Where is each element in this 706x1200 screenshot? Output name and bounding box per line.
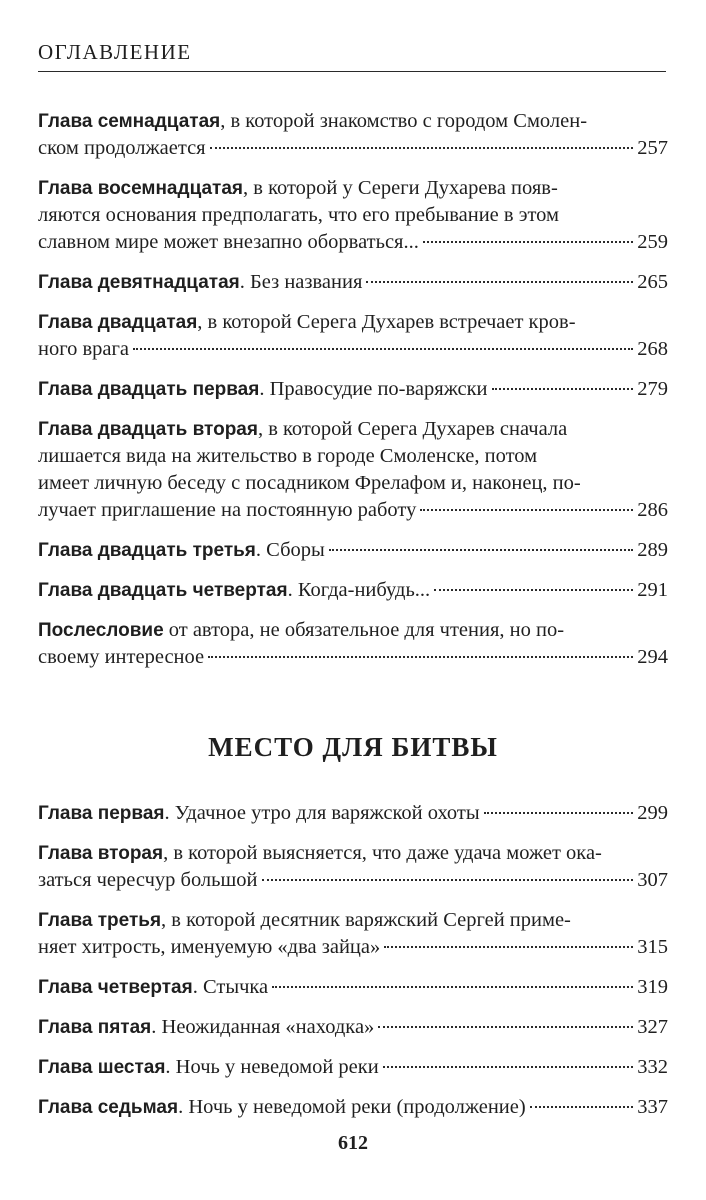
toc-entry-heading: Глава третья xyxy=(38,910,162,931)
toc-entry-last-line xyxy=(38,135,668,162)
toc-entry-text: , в которой выясняется, что даже удача может ока- xyxy=(163,842,602,864)
toc-page-number: 337 xyxy=(637,1096,668,1118)
dot-leader xyxy=(133,347,633,350)
toc-page-number: 315 xyxy=(637,936,668,958)
toc-entry-text: ляются основания предполагать, что его пребывание в этом xyxy=(38,204,560,226)
toc-entry-text-wrap xyxy=(38,1094,526,1121)
toc-entry-text: имеет личную беседу с посадником Фрелафом и, наконец, по- xyxy=(38,472,581,494)
toc-page-number: 268 xyxy=(637,338,668,360)
toc-page-number: 265 xyxy=(637,271,668,293)
dot-leader xyxy=(434,588,633,591)
toc-entry-last-line xyxy=(38,229,668,256)
toc-entry-line xyxy=(38,617,668,644)
toc-entry-last-line xyxy=(38,1014,668,1041)
toc-entry-text: лишается вида на жительство в городе Смоленске, потом xyxy=(38,445,538,467)
toc-entry-last-line xyxy=(38,269,668,296)
toc-entry xyxy=(38,800,668,827)
toc-entry-last-line xyxy=(38,497,668,524)
toc-entry-line xyxy=(38,416,668,443)
toc-entry-text-wrap xyxy=(38,1014,374,1041)
toc-entry-text: . Правосудие по-варяжски xyxy=(259,378,488,400)
toc-entry-heading: Глава двадцать вторая xyxy=(38,419,258,440)
toc-entry-text-wrap xyxy=(38,376,488,403)
toc-entry-last-line xyxy=(38,644,668,671)
toc-page-number: 279 xyxy=(637,378,668,400)
toc-entry-text: от автора, не обязательное для чтения, но по- xyxy=(163,619,565,641)
toc-page-number: 319 xyxy=(637,976,668,998)
toc-entry xyxy=(38,416,668,524)
toc-entry-line xyxy=(38,309,668,336)
table-of-contents-part2 xyxy=(38,800,668,1134)
toc-entry-last-line xyxy=(38,1054,668,1081)
dot-leader xyxy=(210,146,634,149)
toc-entry-last-line xyxy=(38,537,668,564)
toc-entry xyxy=(38,907,668,961)
dot-leader xyxy=(366,280,633,283)
toc-entry-text: , в которой у Сереги Духарева появ- xyxy=(243,177,558,199)
toc-entry xyxy=(38,577,668,604)
toc-entry-text: . Неожиданная «находка» xyxy=(151,1016,375,1038)
dot-leader xyxy=(208,655,633,658)
toc-entry-text: своему интересное xyxy=(38,646,205,668)
toc-entry xyxy=(38,175,668,256)
toc-entry-line xyxy=(38,202,668,229)
toc-entry xyxy=(38,1054,668,1081)
toc-entry-heading: Глава седьмая xyxy=(38,1097,179,1118)
dot-leader xyxy=(423,240,633,243)
toc-entry xyxy=(38,537,668,564)
toc-entry-last-line xyxy=(38,867,668,894)
toc-entry xyxy=(38,1014,668,1041)
toc-entry-text: . Сборы xyxy=(255,539,325,561)
toc-entry-text: , в которой Серега Духарев встречает кров- xyxy=(197,311,576,333)
toc-entry xyxy=(38,974,668,1001)
toc-entry xyxy=(38,108,668,162)
toc-entry-text-wrap xyxy=(38,974,268,1001)
dot-leader xyxy=(530,1105,634,1108)
toc-entry-last-line xyxy=(38,934,668,961)
dot-leader xyxy=(492,387,634,390)
toc-entry-line xyxy=(38,840,668,867)
toc-entry-heading: Глава двадцать четвертая xyxy=(38,580,288,601)
toc-entry-text: , в которой Серега Духарев сначала xyxy=(257,418,568,440)
toc-entry-text: . Ночь у неведомой реки (продолжение) xyxy=(178,1096,526,1118)
toc-entry-heading: Глава двадцатая xyxy=(38,312,198,333)
toc-entry-heading: Глава четвертая xyxy=(38,977,193,998)
toc-entry-heading: Глава пятая xyxy=(38,1017,152,1038)
toc-entry-text: . Стычка xyxy=(192,976,269,998)
toc-entry-last-line xyxy=(38,577,668,604)
toc-page-number: 327 xyxy=(637,1016,668,1038)
toc-entry-text: . Когда-нибудь... xyxy=(287,579,431,601)
running-header-title: ОГЛАВЛЕНИЕ xyxy=(38,40,192,64)
toc-entry-last-line xyxy=(38,376,668,403)
toc-entry-heading: Послесловие xyxy=(38,620,164,641)
toc-entry xyxy=(38,376,668,403)
dot-leader xyxy=(383,1065,634,1068)
toc-page-number: 294 xyxy=(637,646,668,668)
toc-entry-text-wrap xyxy=(38,537,325,564)
toc-entry-last-line xyxy=(38,1094,668,1121)
toc-entry-text: . Ночь у неведомой реки xyxy=(165,1056,379,1078)
toc-entry-heading: Глава первая xyxy=(38,803,165,824)
toc-entry-text: няет хитрость, именуемую «два зайца» xyxy=(38,936,381,958)
toc-entry xyxy=(38,840,668,894)
toc-entry-text: ском продолжается xyxy=(38,137,206,159)
dot-leader xyxy=(329,548,633,551)
toc-entry-text: заться чересчур большой xyxy=(38,869,258,891)
toc-entry xyxy=(38,617,668,671)
toc-page-number: 291 xyxy=(637,579,668,601)
toc-entry-heading: Глава семнадцатая xyxy=(38,111,221,132)
toc-entry-text: . Удачное утро для варяжской охоты xyxy=(164,802,480,824)
section-title: МЕСТО ДЛЯ БИТВЫ xyxy=(208,732,498,762)
toc-entry xyxy=(38,309,668,363)
toc-entry-heading: Глава двадцать первая xyxy=(38,379,260,400)
toc-page-number: 289 xyxy=(637,539,668,561)
toc-entry-line xyxy=(38,175,668,202)
dot-leader xyxy=(420,508,633,511)
toc-entry-line xyxy=(38,443,668,470)
running-header xyxy=(38,40,666,72)
toc-entry-heading: Глава вторая xyxy=(38,843,164,864)
toc-entry-heading: Глава девятнадцатая xyxy=(38,272,240,293)
toc-entry-text: славном мире может внезапно оборваться... xyxy=(38,231,419,253)
toc-entry-text: , в которой десятник варяжский Сергей приме- xyxy=(161,909,571,931)
toc-entry-heading: Глава шестая xyxy=(38,1057,166,1078)
toc-entry-text: . Без названия xyxy=(239,271,363,293)
table-of-contents-part1 xyxy=(38,108,668,684)
toc-page-number: 307 xyxy=(637,869,668,891)
toc-entry-last-line xyxy=(38,336,668,363)
toc-entry-last-line xyxy=(38,974,668,1001)
toc-entry-line xyxy=(38,470,668,497)
dot-leader xyxy=(384,945,633,948)
toc-entry-last-line xyxy=(38,800,668,827)
toc-page-number: 286 xyxy=(637,499,668,521)
toc-entry-line xyxy=(38,907,668,934)
toc-page-number: 257 xyxy=(637,137,668,159)
dot-leader xyxy=(378,1025,633,1028)
toc-entry-text: ного врага xyxy=(38,338,130,360)
toc-entry-text-wrap xyxy=(38,800,480,827)
toc-entry xyxy=(38,269,668,296)
toc-entry-text-wrap xyxy=(38,269,362,296)
toc-entry-line xyxy=(38,108,668,135)
toc-page-number: 299 xyxy=(637,802,668,824)
toc-entry-heading: Глава восемнадцатая xyxy=(38,178,244,199)
toc-entry xyxy=(38,1094,668,1121)
toc-page-number: 259 xyxy=(637,231,668,253)
dot-leader xyxy=(262,878,634,881)
toc-entry-text: , в которой знакомство с городом Смолен- xyxy=(220,110,588,132)
toc-page-number: 332 xyxy=(637,1056,668,1078)
toc-entry-text-wrap xyxy=(38,1054,379,1081)
toc-entry-heading: Глава двадцать третья xyxy=(38,540,256,561)
dot-leader xyxy=(272,985,633,988)
toc-entry-text: лучает приглашение на постоянную работу xyxy=(38,499,417,521)
toc-entry-text-wrap xyxy=(38,577,430,604)
dot-leader xyxy=(484,811,634,814)
page-number: 612 xyxy=(338,1132,368,1154)
